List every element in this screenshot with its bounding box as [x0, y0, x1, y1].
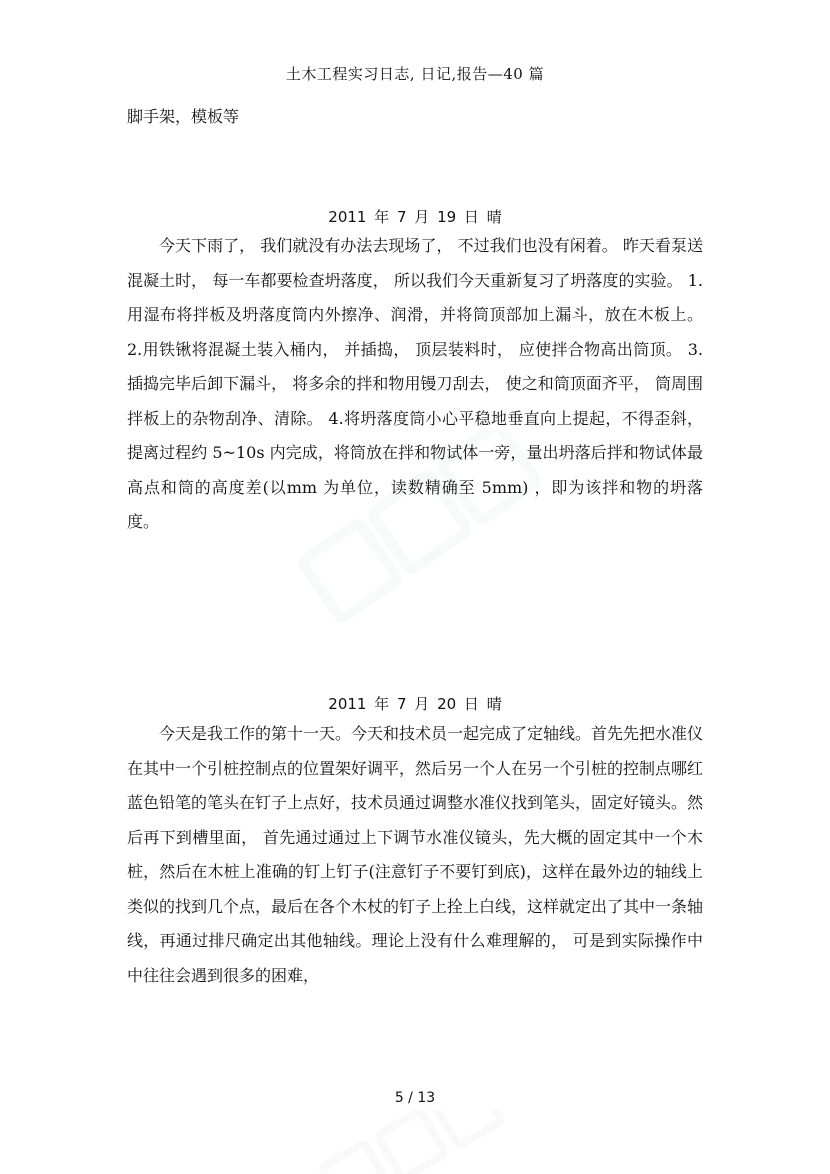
entry-paragraph: 今天下雨了， 我们就没有办法去现场了， 不过我们也没有闲着。 昨天看泵送混凝土时， 每一车都要检查坍落度， 所以我们今天重新复习了坍落度的实验。 1. 用湿布将拌板及坍落度筒内外擦净、润滑，并将筒顶部加上漏斗，放在木板上。 2.用铁锹将混凝土装入桶内， 并插捣， 顶层装料时， 应使拌合物高出筒顶。 3. 插捣完毕后卸下漏斗， 将多余的拌和物用镘刀刮去， 使之和筒顶面齐平， 筒周围拌板上的杂物刮净、清除。 4.将坍落度筒小心平稳地垂直向上提起，不得歪斜，提离过程约 5~10s 内完成，将筒放在拌和物试体一旁，量出坍落后拌和物试体最高点和筒的高度差(以mm 为单位，读数精确至 5mm) ，即为该拌和物的坍落度。: [127, 236, 703, 531]
entry-paragraph: 今天是我工作的第十一天。今天和技术员一起完成了定轴线。首先先把水准仪在其中一个引桩控制点的位置架好调平，然后另一个人在另一个引桩的控制点哪红蓝色铅笔的笔头在钉子上点好，技术员通过调整水准仪找到笔头，固定好镜头。然后再下到槽里面， 首先通过通过上下调节水准仪镜头，先大概的固定其中一个木桩，然后在木桩上准确的钉上钉子(注意钉子不要钉到底)，这样在最外边的轴线上类似的找到几个点，最后在各个木杖的钉子上拴上白线，这样就定出了其中一条轴线，再通过排尺确定出其他轴线。理论上没有什么难理解的， 可是到实际操作中中往往会遇到很多的困难，: [127, 724, 704, 985]
watermark-bottom-icon: [300, 1110, 520, 1174]
entry-date: 2011 年 7 月 20 日 晴: [328, 695, 502, 713]
running-header: 土木工程实习日志, 日记,报告—40 篇: [285, 65, 545, 83]
lead-line-text: 脚手架，模板等: [127, 107, 240, 126]
entry-date: 2011 年 7 月 19 日 晴: [328, 208, 502, 226]
page-number: 5 / 13: [394, 1090, 436, 1106]
